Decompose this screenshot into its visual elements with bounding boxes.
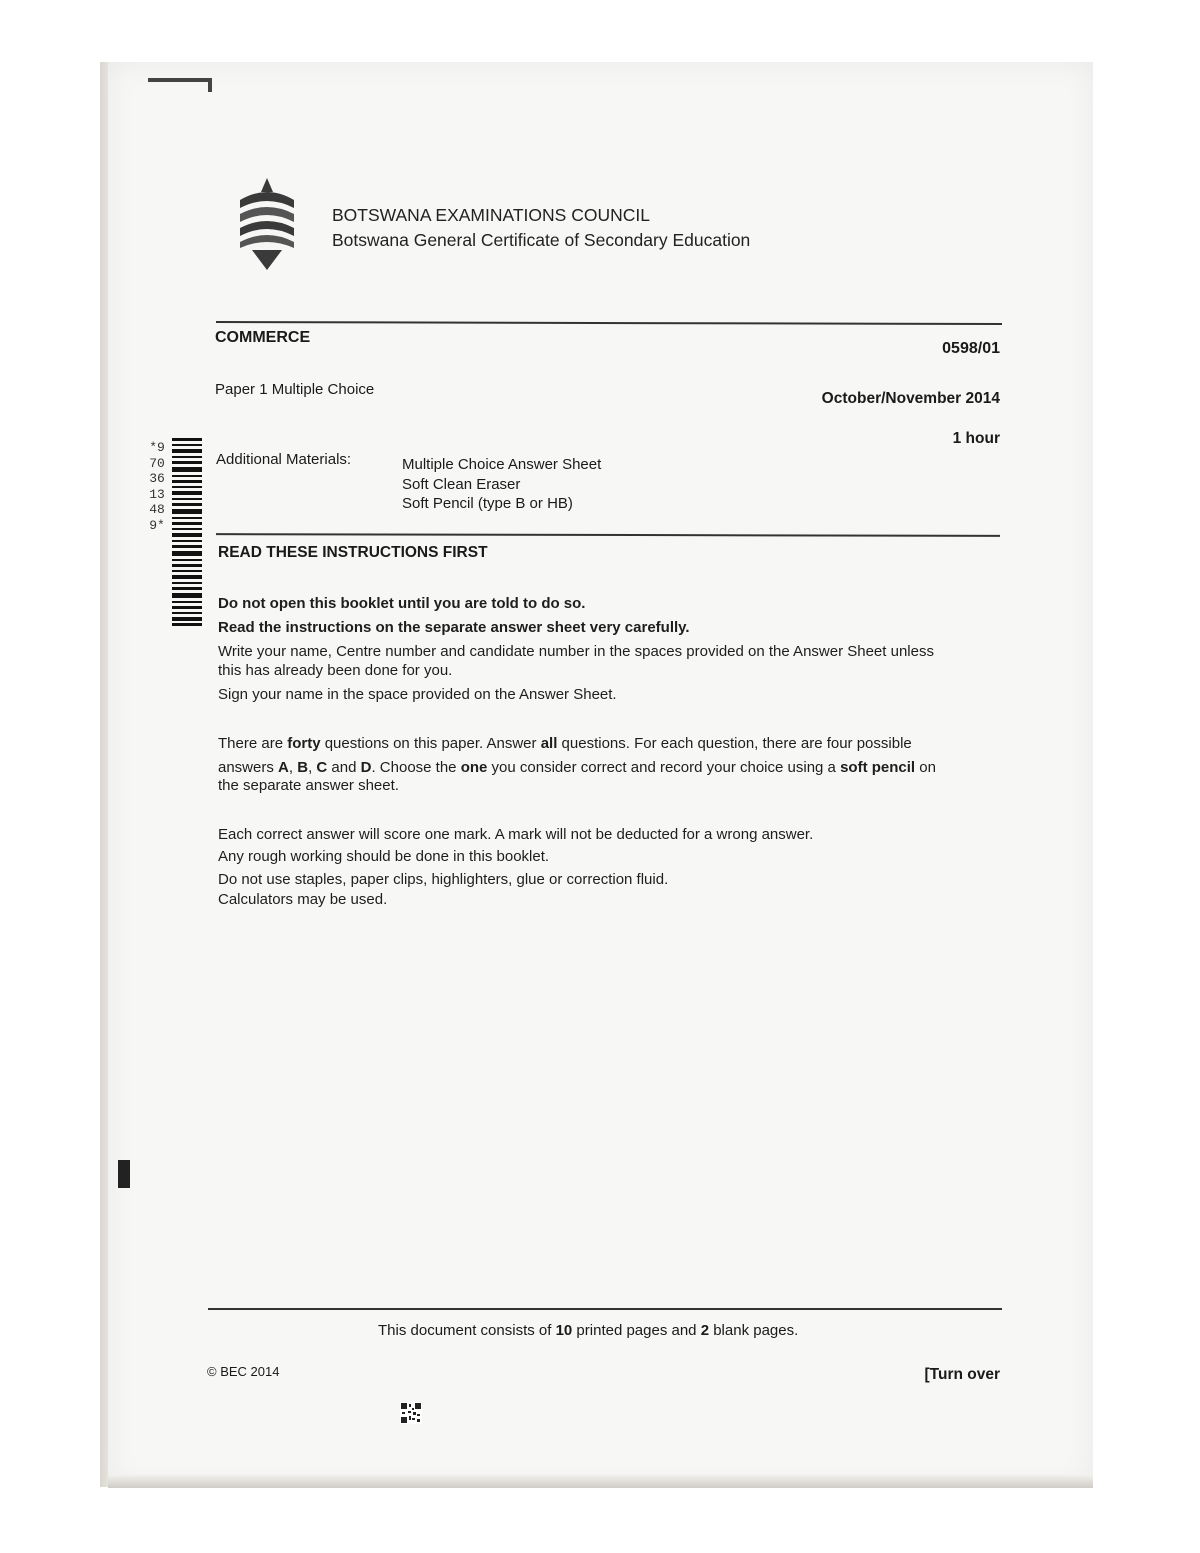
instruction-line: Write your name, Centre number and candidate number in the spaces provided on the Answer Sheet unless [218,643,934,660]
corner-mark [148,78,212,82]
council-name: BOTSWANA EXAMINATIONS COUNCIL [332,205,650,225]
instruction-line: Any rough working should be done in this booklet. [218,848,550,865]
turn-over: [Turn over [924,1366,1000,1383]
material-item: Soft Clean Eraser [402,475,521,493]
footer-rule [208,1308,1002,1310]
bec-logo-icon [236,178,298,270]
paper-type: Paper 1 Multiple Choice [215,381,375,398]
instruction-line: answers A, B, C and D. Choose the one you consider correct and record your choice using a soft pencil on [218,759,936,776]
material-item: Multiple Choice Answer Sheet [402,456,602,473]
header-block [332,203,750,253]
instruction-line: Do not use staples, paper clips, highlighters, glue or correction fluid. [218,871,669,888]
materials-list [402,455,601,514]
qr-code-icon [400,1402,422,1424]
material-item: Soft Pencil (type B or HB) [402,495,573,512]
instruction-line: Each correct answer will score one mark. A mark will not be deducted for a wrong answer. [218,826,814,843]
instruction-line: this has already been done for you. [218,662,453,679]
exam-session: October/November 2014 [821,390,1000,407]
instruction-line: There are forty questions on this paper. Answer all questions. For each question, there are four possible [218,735,912,752]
paper-code: 0598/01 [942,340,1000,357]
instruction-line: Sign your name in the space provided on the Answer Sheet. [218,686,617,703]
instruction-line: the separate answer sheet. [218,777,399,794]
barcode-icon [172,438,202,626]
exam-duration: 1 hour [952,430,1000,447]
subject-title: COMMERCE [215,329,311,346]
paper-bottom-edge [108,1474,1093,1488]
instruction-bold-2: Read the instructions on the separate answer sheet very carefully. [218,619,690,636]
materials-label: Additional Materials: [216,451,352,468]
instruction-line: Calculators may be used. [218,891,388,908]
page-count: This document consists of 10 printed pages and 2 blank pages. [378,1322,799,1339]
instruction-bold-1: Do not open this booklet until you are told to do so. [218,595,586,612]
certificate-name: Botswana General Certificate of Secondary Education [332,230,751,250]
barcode-digits: *9703613489* [149,440,165,533]
side-tab-mark [118,1160,130,1188]
instructions-heading: READ THESE INSTRUCTIONS FIRST [218,544,488,561]
copyright: © BEC 2014 [207,1364,280,1379]
